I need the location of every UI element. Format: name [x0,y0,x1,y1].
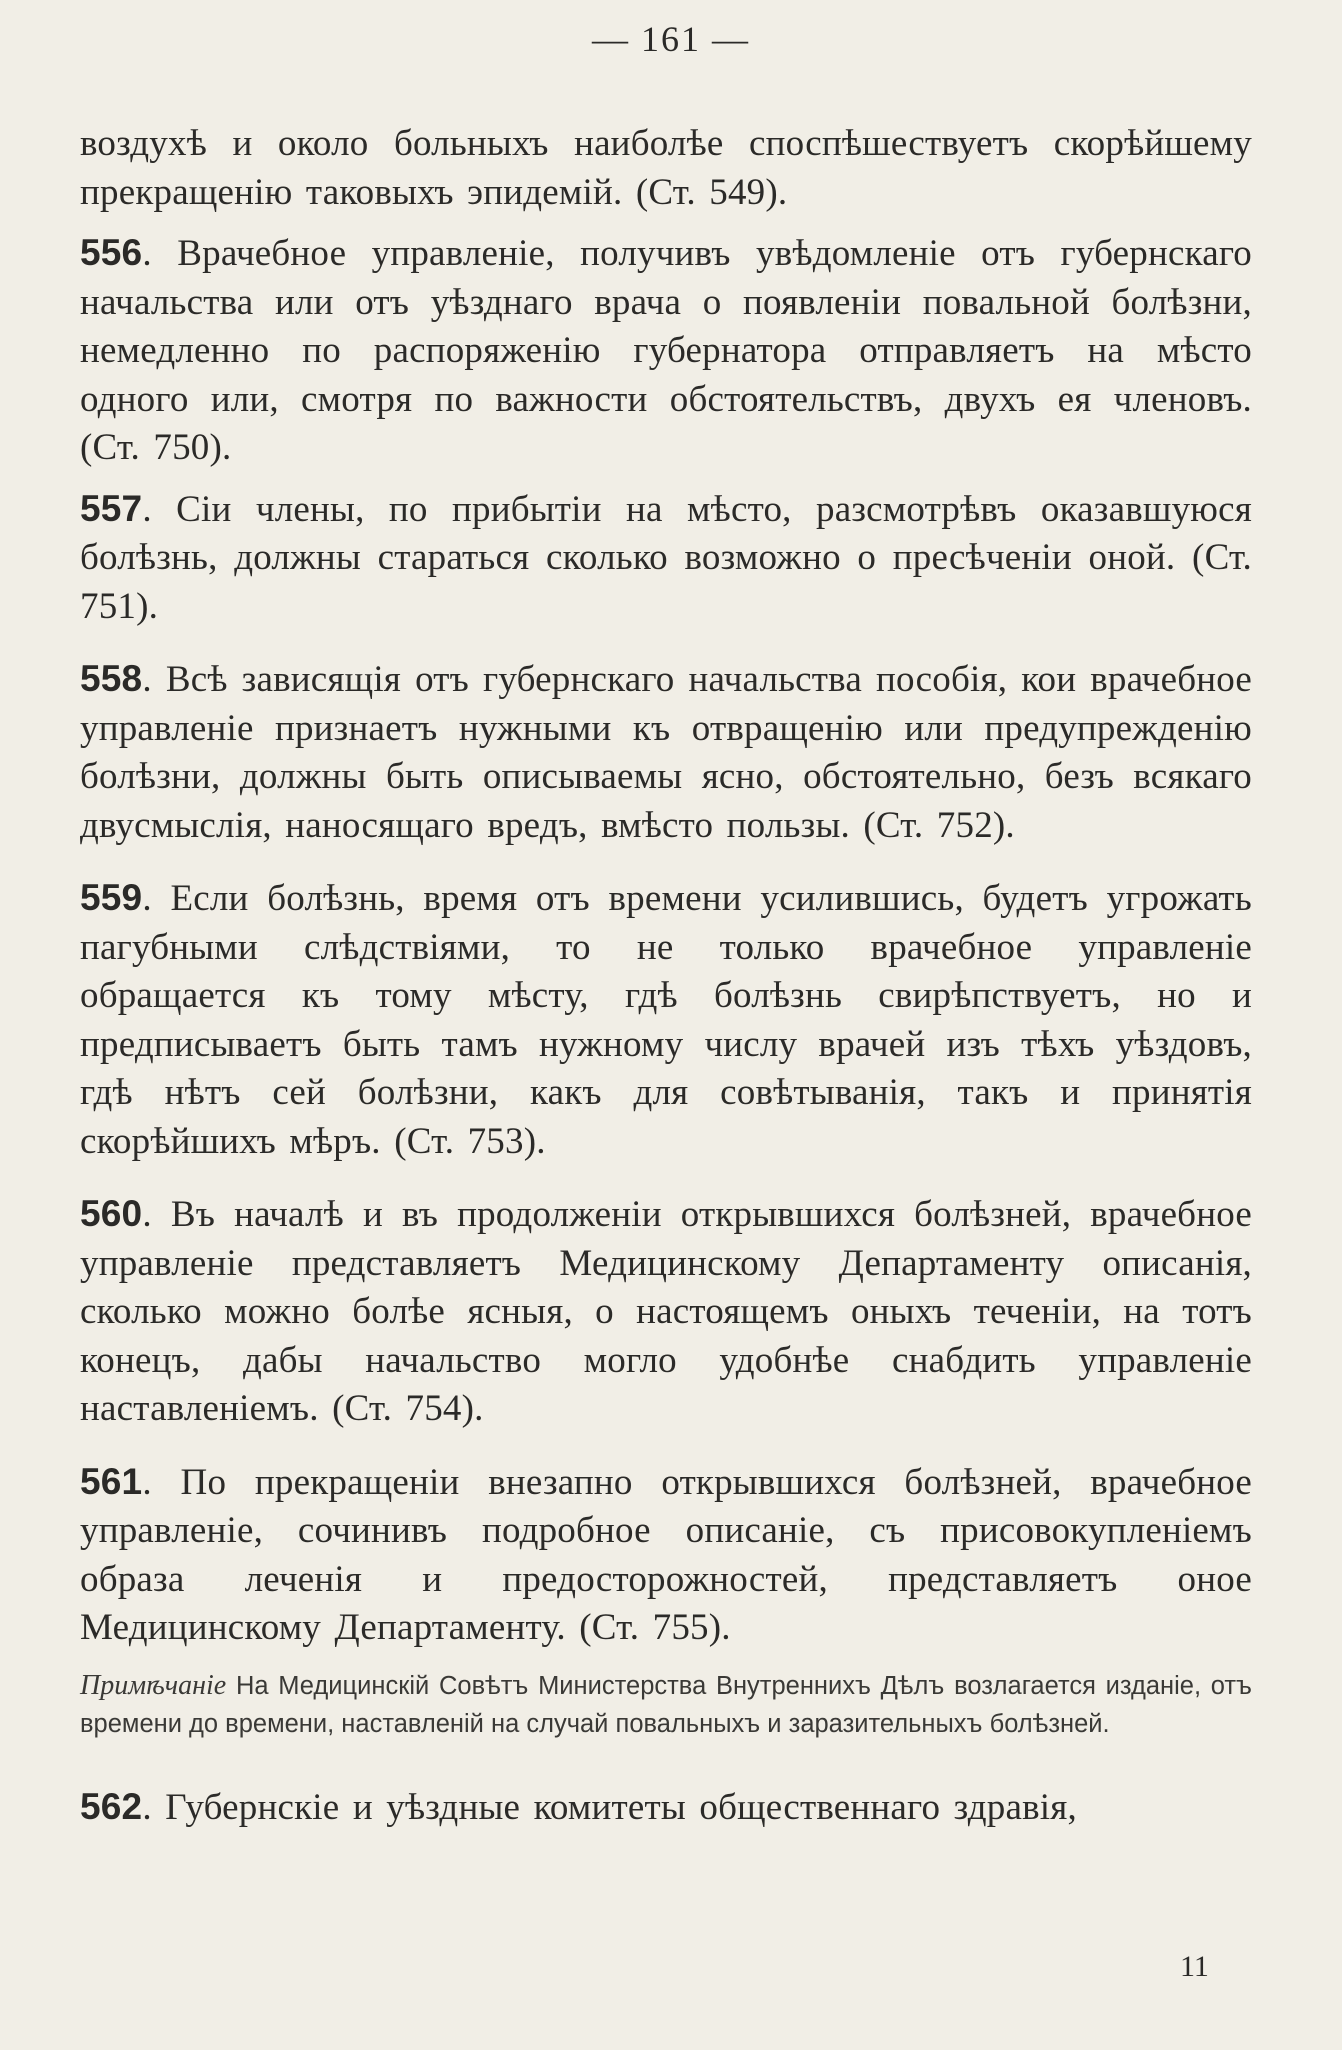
article-556 [80,229,1252,473]
signature-mark: 11 [1180,1950,1209,1983]
article-text: . Врачебное управленіе, получивъ увѣдомленіе отъ губернскаго начальства или отъ уѣзднаго врача о появленіи повальной болѣзни, немедленно по распоряженію губернатора отправляетъ на мѣсто одного или, смотря по важности обстоятельствъ, двухъ ея членовъ. (Ст. 750). [80,233,1252,468]
article-text: . Въ началѣ и въ продолженіи открывшихся болѣзней, врачебное управленіе представляетъ Медицинскому Департаменту описанія, сколько можно болѣе ясныя, о настоящемъ оныхъ теченіи, на тотъ конецъ, дабы начальство могло удобнѣе снабдить управленіе наставленіемъ. (Ст. 754). [80,1194,1252,1429]
intro-paragraph: воздухѣ и около больныхъ наиболѣе споспѣшествуетъ скорѣйшему прекращенію таковыхъ эпидемій. (Ст. 549). [80,123,1252,213]
footnote-text: На Медицинскій Совѣтъ Министерства Внутреннихъ Дѣлъ возлагается изданіе, отъ времени до времени, наставленій на случай повальныхъ и заразительныхъ болѣзней. [80,1671,1252,1738]
article-text: . Всѣ зависящія отъ губернскаго начальства пособія, кои врачебное управленіе признаетъ нужными къ отвращенію или предупрежденію болѣзни, должны быть описываемы ясно, обстоятельно, безъ всякаго двусмыслія, наносящаго вредъ, вмѣсто пользы. (Ст. 752). [80,659,1252,846]
article-number: 559 [80,877,143,918]
page-number-header: — 161 — [592,19,750,59]
article-560 [80,1190,1252,1434]
article-557 [80,485,1252,632]
footnote [80,1667,1252,1743]
article-text: . Сіи члены, по прибытіи на мѣсто, разсмотрѣвъ оказавшуюся болѣзнь, должны стараться сколько возможно о пресѣченіи оной. (Ст. 751). [80,488,1252,627]
article-559 [80,874,1252,1166]
article-number: 558 [80,658,143,699]
article-number: 556 [80,232,143,273]
footnote-lead: Примѣчаніе [80,1669,227,1701]
article-number: 560 [80,1193,143,1234]
article-number: 561 [80,1460,143,1502]
article-562 [80,1783,1252,1833]
article-number: 562 [80,1785,143,1827]
article-number: 557 [80,487,143,529]
article-text: . Если болѣзнь, время отъ времени усилившись, будетъ угрожать пагубными слѣдствіями, то не только врачебное управленіе обращается къ тому мѣсту, гдѣ болѣзнь свирѣпствуетъ, но и предписываетъ быть тамъ нужному числу врачей изъ тѣхъ уѣздовъ, гдѣ нѣтъ сей болѣзни, какъ для совѣтыванія, такъ и принятія скорѣйшихъ мѣръ. (Ст. 753). [80,878,1252,1162]
article-561 [80,1458,1252,1653]
article-text: . По прекращеніи внезапно открывшихся болѣзней, врачебное управленіе, сочинивъ подробное описаніе, съ присовокупленіемъ образа леченія и предосторожностей, представляетъ оное Медицинскому Департаменту. (Ст. 755). [80,1461,1252,1648]
page-body [80,120,1252,1832]
article-text: . Губернскіе и уѣздные комитеты общественнаго здравія, [142,1786,1077,1828]
article-558 [80,655,1252,850]
